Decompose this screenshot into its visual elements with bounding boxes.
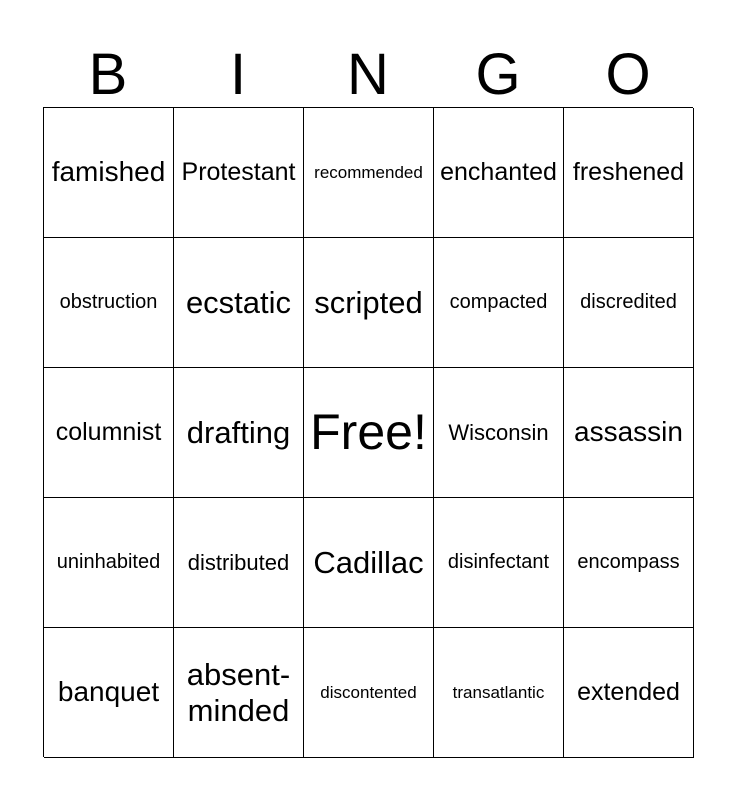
cell-word: freshened [572,158,685,187]
header-letter-o: O [605,42,651,107]
bingo-cell[interactable] [44,368,174,498]
cell-word: absent- minded [186,656,291,728]
cell-word: banquet [57,676,160,708]
bingo-cell[interactable] [174,368,304,498]
header-letter-n: N [347,42,389,107]
cell-word: discredited [580,291,677,313]
cell-word: columnist [55,418,162,447]
free-space-cell[interactable] [304,368,434,498]
cell-word: recommended [314,162,423,182]
header-letter-b: B [88,42,128,107]
bingo-cell[interactable] [304,628,434,758]
cell-word: Protestant [181,158,296,187]
bingo-cell[interactable] [304,108,434,238]
cell-word: Cadillac [313,544,424,580]
cell-word: scripted [314,284,423,320]
cell-word: disinfectant [447,551,550,573]
cell-word: ecstatic [185,284,292,320]
cell-word: obstruction [59,291,158,313]
bingo-cell[interactable] [564,368,694,498]
bingo-cell[interactable] [434,368,564,498]
cell-word: extended [577,678,680,707]
cell-word: assassin [574,416,683,448]
cell-word: discontented [320,682,417,702]
bingo-cell[interactable] [44,498,174,628]
cell-word: drafting [186,414,291,450]
bingo-cell[interactable] [564,628,694,758]
bingo-card-grid [43,107,693,757]
bingo-cell[interactable] [304,498,434,628]
cell-word: encompass [577,551,680,573]
cell-word: compacted [449,291,548,313]
bingo-cell[interactable] [434,628,564,758]
header-letter-g: G [475,42,521,107]
bingo-header [43,42,693,108]
bingo-cell[interactable] [564,238,694,368]
cell-word: Wisconsin [448,419,549,445]
bingo-cell[interactable] [564,108,694,238]
bingo-cell[interactable] [44,238,174,368]
header-letter-i: I [229,42,247,107]
bingo-cell[interactable] [434,108,564,238]
cell-word: distributed [187,549,290,575]
cell-word: enchanted [440,158,557,187]
bingo-cell[interactable] [174,238,304,368]
bingo-cell[interactable] [44,628,174,758]
bingo-cell[interactable] [434,498,564,628]
bingo-cell[interactable] [44,108,174,238]
bingo-cell[interactable] [304,238,434,368]
bingo-cell[interactable] [564,498,694,628]
bingo-cell[interactable] [174,498,304,628]
free-space-label: Free! [310,403,427,460]
cell-word: famished [51,156,166,188]
bingo-cell[interactable] [434,238,564,368]
cell-word: uninhabited [56,551,161,573]
bingo-cell[interactable] [174,628,304,758]
bingo-cell[interactable] [174,108,304,238]
cell-word: transatlantic [452,682,545,702]
